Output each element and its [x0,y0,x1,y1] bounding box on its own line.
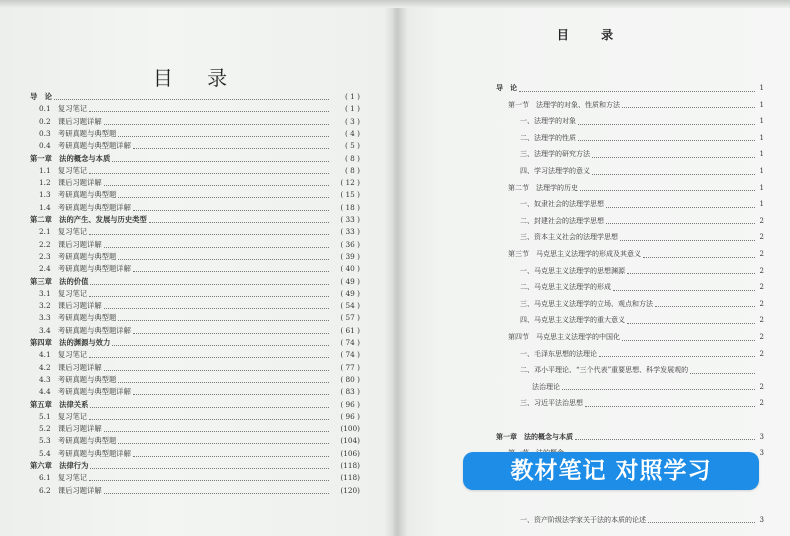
toc-entry [496,99,764,111]
toc-page-number: 2 [759,382,764,391]
right-page-title: 目 录 [556,28,628,42]
toc-entry-label: 4.2 课后习题详解 [39,362,102,372]
toc-entry-label: 2.3 考研真题与典型题 [39,251,117,261]
toc-entry-label: 第五章 法律关系 [30,399,89,409]
toc-leader-dots [578,140,755,141]
toc-page-number: ( 1 ) [345,92,360,101]
toc-page-number: ( 18 ) [340,202,360,212]
toc-leader-dots [606,223,755,224]
toc-leader-dots [133,148,329,149]
toc-page-number: ( 96 ) [340,399,360,409]
toc-leader-dots [89,173,329,174]
toc-entry [496,115,764,127]
toc-leader-dots [519,91,755,92]
toc-entry-label: 第四章 法的渊源与效力 [30,338,111,347]
toc-leader-dots [592,174,755,175]
toc-chapter-entry [30,400,360,410]
toc-entry [496,148,764,160]
toc-entry [30,264,360,274]
toc-entry [496,364,764,376]
toc-entry-label: 一、法理学的对象 [520,117,576,126]
toc-entry [30,449,360,459]
toc-leader-dots [104,308,329,309]
toc-entry-label: 6.2 课后习题详解 [39,485,102,495]
toc-leader-dots [104,431,329,432]
toc-page-number: ( 33 ) [340,215,360,224]
toc-page-number: 1 [759,100,764,109]
toc-leader-dots [613,290,755,291]
toc-leader-dots [89,234,329,235]
toc-entry-label: 二、马克思主义法理学的形成 [520,283,611,292]
toc-chapter-entry [30,461,360,471]
toc-entry [30,486,360,496]
toc-entry [496,414,764,426]
toc-entry-label: 第一节 法理学的对象、性质和方法 [508,100,620,109]
toc-entry-label: 三、习近平法治思想 [520,399,583,408]
toc-page-number: 2 [759,399,764,408]
toc-page-number: ( 15 ) [340,190,360,200]
toc-entry-label: 4.1 复习笔记 [39,350,88,360]
toc-leader-dots [89,480,329,481]
toc-leader-dots [133,271,329,272]
toc-entry [30,166,360,176]
toc-leader-dots [643,257,755,258]
toc-leader-dots [104,124,329,125]
toc-entry [30,203,360,213]
toc-page-number: 2 [759,299,764,308]
toc-page-number: (100) [340,424,360,434]
left-page-title: 目 录 [152,66,242,90]
toc-entry-label: 0.4 考研真题与典型题详解 [39,141,131,151]
toc-leader-dots [620,240,755,241]
toc-entry-label: 四、马克思主义法理学的重大意义 [520,316,625,325]
toc-entry [496,514,764,526]
toc-entry-label: 4.3 考研真题与典型题 [39,374,117,384]
toc-entry-label: 第三章 法的价值 [30,276,89,286]
toc-leader-dots [575,439,755,440]
toc-entry-label: 一、资产阶级法学家关于法的本质的论述 [520,515,646,524]
toc-entry-label: 3.2 课后习题详解 [39,301,102,311]
toc-leader-dots [627,323,755,324]
toc-entry-label: 5.1 复习笔记 [39,411,88,421]
toc-page-number: ( 33 ) [340,227,360,237]
toc-leader-dots [655,306,755,307]
toc-entry [30,104,360,114]
toc-leader-dots [118,443,329,444]
toc-entry-label: 0.1 复习笔记 [39,104,88,114]
toc-entry [30,240,360,250]
toc-page-number: (120) [340,485,360,495]
toc-page-number: ( 8 ) [345,165,360,175]
toc-chapter-entry [30,215,360,225]
toc-entry [30,190,360,200]
top-shadow [0,0,790,8]
toc-entry [30,436,360,446]
toc-leader-dots [580,190,755,191]
toc-entry [30,227,360,237]
toc-page-number: 3 [759,449,764,458]
toc-entry-label: 1.2 课后习题详解 [39,178,102,188]
toc-entry-label: 1.3 考研真题与典型题 [39,190,117,200]
toc-leader-dots [578,124,755,125]
toc-entry-label: 2.1 复习笔记 [39,227,88,237]
toc-leader-dots [562,389,755,390]
toc-page-number: 2 [759,250,764,258]
toc-leader-dots [90,284,329,285]
toc-entry-label: 3.1 复习笔记 [39,288,88,298]
toc-leader-dots [89,296,329,297]
toc-chapter-entry [30,92,360,102]
toc-entry-label: 2.4 考研真题与典型题详解 [39,264,131,274]
toc-entry-label: 0.2 课后习题详解 [39,116,102,126]
toc-page-number: ( 57 ) [340,313,360,323]
toc-entry [496,215,764,227]
promo-banner: 教材笔记 对照学习 [463,452,759,490]
toc-leader-dots [606,207,755,208]
toc-chapter-entry [30,154,360,164]
toc-entry [496,281,764,293]
toc-page-number: 3 [759,515,764,524]
toc-entry-label: 6.1 复习笔记 [39,473,88,483]
toc-page-number: ( 8 ) [345,153,360,163]
toc-entry-label: 一、毛泽东思想的法理论 [520,349,597,358]
toc-page-number: 2 [759,333,764,341]
toc-leader-dots [118,320,329,321]
toc-page-number: (118) [340,461,360,470]
toc-entry-label: 3.3 考研真题与典型题 [39,313,117,323]
toc-entry [30,141,360,151]
toc-entry [496,381,764,393]
toc-entry-label: 2.2 课后习题详解 [39,239,102,249]
toc-leader-dots [622,340,755,341]
toc-entry-label: 3.4 考研真题与典型题详解 [39,325,131,335]
toc-page-number: ( 3 ) [345,116,360,126]
toc-entry-label: 1.4 考研真题与典型题详解 [39,202,131,212]
toc-leader-dots [104,185,329,186]
toc-page-number: 1 [759,133,764,142]
toc-leader-dots [104,493,329,494]
toc-leader-dots [118,197,329,198]
toc-page-number: ( 39 ) [340,251,360,261]
toc-chapter-entry [30,338,360,348]
toc-page-number: ( 1 ) [345,104,360,114]
toc-page-number: ( 74 ) [340,350,360,360]
toc-leader-dots [133,394,329,395]
toc-entry [496,331,764,343]
toc-entry-label: 第二节 法理学的历史 [508,183,578,192]
toc-entry [30,252,360,262]
toc-leader-dots [118,382,329,383]
toc-leader-dots [112,345,329,346]
toc-entry [496,497,764,509]
toc-leader-dots [118,259,329,260]
toc-page-number: 1 [759,200,764,209]
toc-page-number: (106) [340,448,360,458]
toc-entry [30,289,360,299]
toc-entry-label: 二、法理学的性质 [520,133,576,142]
toc-entry [30,363,360,373]
toc-entry-label: 导 论 [30,92,52,101]
toc-entry-label: 5.2 课后习题详解 [39,424,102,434]
toc-page-number: 2 [759,266,764,275]
toc-entry [30,387,360,397]
toc-leader-dots [89,111,329,112]
toc-page-number: ( 77 ) [340,362,360,372]
toc-entry [496,198,764,210]
toc-page-number: ( 61 ) [340,325,360,335]
toc-entry [30,412,360,422]
toc-page-number: 1 [759,117,764,126]
toc-entry-label: 三、资本主义社会的法理学思想 [520,233,618,242]
toc-leader-dots [648,522,755,523]
toc-page-number: ( 40 ) [340,264,360,274]
toc-entry-label: 5.3 考研真题与典型题 [39,436,117,446]
toc-page-number: ( 96 ) [340,411,360,421]
toc-entry-label: 第四节 马克思主义法理学的中国化 [508,333,620,341]
toc-entry-label: 第二章 法的产生、发展与历史类型 [30,215,147,224]
toc-entry-label: 第六章 法律行为 [30,461,89,470]
toc-leader-dots [89,357,329,358]
toc-entry-label: 5.4 考研真题与典型题详解 [39,448,131,458]
toc-entry [30,350,360,360]
toc-entry [30,117,360,127]
toc-entry-label: 三、法理学的研究方法 [520,150,590,159]
toc-entry [496,265,764,277]
toc-entry [30,129,360,139]
toc-entry [496,165,764,177]
toc-entry-label: 导 论 [496,84,517,92]
toc-page-number: ( 36 ) [340,239,360,249]
toc-page-number: ( 49 ) [340,276,360,286]
toc-page-number: 2 [759,216,764,225]
toc-leader-dots [104,370,329,371]
toc-leader-dots [627,273,755,274]
toc-chapter-entry [30,277,360,287]
toc-entry [496,182,764,194]
toc-leader-dots [133,210,329,211]
toc-page-number: ( 49 ) [340,288,360,298]
toc-entry-label: 四、学习法理学的意义 [520,167,590,175]
toc-leader-dots [118,136,329,137]
toc-entry-label: 第一章 法的概念与本质 [496,432,573,441]
toc-entry-label: 第三节 马克思主义法理学的形成及其意义 [508,250,641,258]
toc-page-number: 1 [759,150,764,159]
toc-entry [30,375,360,385]
toc-page-number: 3 [759,432,764,441]
toc-leader-dots [112,161,329,162]
toc-leader-dots [104,247,329,248]
toc-entry [496,298,764,310]
toc-page-number: ( 4 ) [345,128,360,138]
toc-entry [30,313,360,323]
toc-page-number: ( 54 ) [340,301,360,311]
toc-entry [30,326,360,336]
toc-entry [496,132,764,144]
toc-page-number: 1 [759,84,764,92]
toc-leader-dots [690,373,755,374]
toc-entry-label: 4.4 考研真题与典型题详解 [39,387,131,397]
toc-entry-label: 0.3 考研真题与典型题 [39,128,117,138]
toc-page-number: ( 74 ) [340,338,360,347]
toc-entry-label: 一、马克思主义法理学的思想渊源 [520,266,625,275]
toc-leader-dots [133,456,329,457]
toc-page-number: 1 [759,183,764,192]
toc-page-number: (104) [340,436,360,446]
toc-entry [30,473,360,483]
toc-leader-dots [622,107,755,108]
toc-page-number: ( 5 ) [345,141,360,151]
toc-entry [496,348,764,360]
toc-leader-dots [133,333,329,334]
toc-chapter-entry [496,431,764,443]
toc-entry-label: 一、奴隶社会的法理学思想 [520,200,604,209]
toc-page-number: ( 12 ) [340,178,360,188]
toc-page-number: ( 83 ) [340,387,360,397]
toc-entry-label: 法治理论 [532,382,560,391]
toc-entry-label: 二、封建社会的法理学思想 [520,216,604,225]
toc-page-number: (118) [340,473,360,483]
toc-page-number: ( 80 ) [340,374,360,384]
toc-entry-label: 二、邓小平理论、“三个代表”重要思想、科学发展观的 [520,366,689,375]
toc-entry-label: 三、马克思主义法理学的立场、观点和方法 [520,299,653,308]
toc-leader-dots [90,468,329,469]
toc-entry-label: 1.1 复习笔记 [39,165,88,175]
toc-entry [496,397,764,409]
toc-leader-dots [585,406,755,407]
toc-leader-dots [592,157,755,158]
toc-chapter-entry [496,82,764,94]
toc-page-number: 2 [759,349,764,358]
toc-entry [496,314,764,326]
toc-leader-dots [54,99,329,100]
toc-leader-dots [89,419,329,420]
toc-entry [496,248,764,260]
toc-page-number: 2 [759,233,764,242]
toc-page-number: 2 [759,283,764,292]
toc-entry [30,424,360,434]
toc-leader-dots [90,407,329,408]
toc-page-number: 2 [759,316,764,325]
toc-entry [496,231,764,243]
toc-leader-dots [149,222,329,223]
left-table-of-contents [30,92,360,512]
toc-entry [30,301,360,311]
toc-leader-dots [599,356,755,357]
toc-entry [30,178,360,188]
toc-page-number: 1 [759,167,764,175]
toc-entry-label: 第一章 法的概念与本质 [30,153,111,163]
